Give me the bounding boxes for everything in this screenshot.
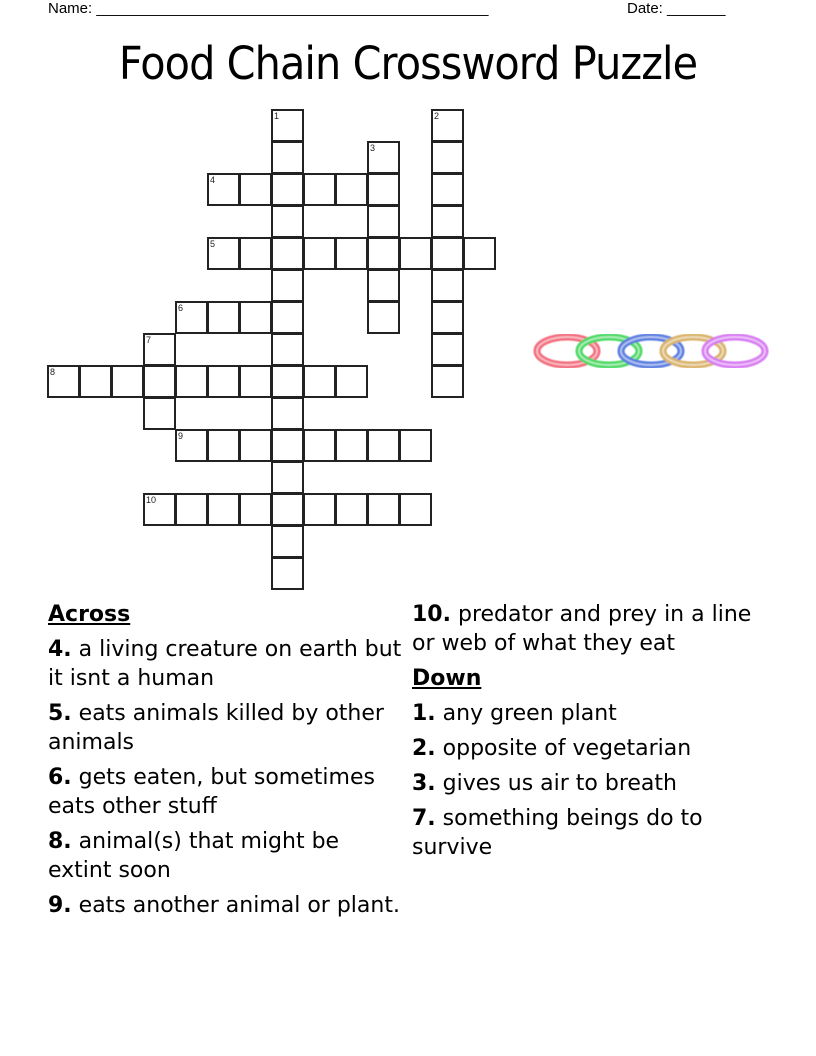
across-heading: Across — [48, 602, 131, 627]
crossword-cell[interactable] — [399, 429, 432, 462]
clue-across-5: 5. eats animals killed by other animals — [48, 701, 384, 755]
crossword-cell[interactable] — [335, 365, 368, 398]
date-field[interactable]: Date: _______ — [627, 0, 726, 17]
down-heading: Down — [412, 666, 482, 691]
crossword-cell[interactable] — [271, 525, 304, 558]
crossword-cell[interactable] — [431, 173, 464, 206]
crossword-cell[interactable] — [367, 205, 400, 238]
crossword-cell[interactable] — [271, 109, 304, 142]
crossword-cell[interactable] — [207, 429, 240, 462]
clue-number-label: 5 — [210, 239, 216, 249]
crossword-cell[interactable] — [431, 269, 464, 302]
clue-number-label: 2 — [434, 111, 440, 121]
clue-number-label: 7 — [146, 335, 152, 345]
crossword-cell[interactable] — [431, 109, 464, 142]
crossword-cell[interactable] — [239, 173, 272, 206]
crossword-cell[interactable] — [367, 269, 400, 302]
crossword-cell[interactable] — [271, 205, 304, 238]
crossword-cell[interactable] — [367, 141, 400, 174]
crossword-cell[interactable] — [399, 237, 432, 270]
crossword-cell[interactable] — [271, 301, 304, 334]
clue-across-10: 10. predator and prey in a line or web of what they eat — [412, 602, 752, 656]
crossword-cell[interactable] — [111, 365, 144, 398]
clue-number-label: 6 — [178, 303, 184, 313]
crossword-cell[interactable] — [239, 301, 272, 334]
clue-number-label: 3 — [370, 143, 376, 153]
crossword-cell[interactable] — [271, 493, 304, 526]
crossword-cell[interactable] — [207, 173, 240, 206]
crossword-cell[interactable] — [143, 397, 176, 430]
crossword-cell[interactable] — [367, 301, 400, 334]
crossword-cell[interactable] — [431, 205, 464, 238]
crossword-cell[interactable] — [271, 141, 304, 174]
crossword-cell[interactable] — [367, 237, 400, 270]
crossword-cell[interactable] — [303, 429, 336, 462]
clue-number-label: 9 — [178, 431, 184, 441]
crossword-cell[interactable] — [207, 237, 240, 270]
crossword-cell[interactable] — [271, 397, 304, 430]
crossword-cell[interactable] — [271, 429, 304, 462]
clue-across-8: 8. animal(s) that might be extint soon — [48, 829, 340, 883]
clues-right-column — [412, 600, 772, 868]
crossword-cell[interactable] — [463, 237, 496, 270]
clue-across-6: 6. gets eaten, but sometimes eats other stuff — [48, 765, 375, 819]
clues-left-column — [48, 600, 408, 926]
crossword-cell[interactable] — [303, 493, 336, 526]
crossword-cell[interactable] — [79, 365, 112, 398]
crossword-cell[interactable] — [431, 237, 464, 270]
chain-links-icon — [532, 330, 772, 372]
crossword-cell[interactable] — [367, 493, 400, 526]
clue-down-7: 7. something beings do to survive — [412, 806, 703, 860]
crossword-cell[interactable] — [143, 365, 176, 398]
crossword-cell[interactable] — [271, 173, 304, 206]
page-title: Food Chain Crossword Puzzle — [118, 37, 698, 90]
crossword-cell[interactable] — [271, 269, 304, 302]
crossword-cell[interactable] — [175, 429, 208, 462]
name-field[interactable]: Name: _______________________________________________ — [48, 0, 489, 17]
crossword-cell[interactable] — [303, 365, 336, 398]
clue-number-label: 8 — [50, 367, 56, 377]
crossword-cell[interactable] — [335, 237, 368, 270]
crossword-cell[interactable] — [239, 237, 272, 270]
crossword-cell[interactable] — [431, 365, 464, 398]
crossword-cell[interactable] — [271, 461, 304, 494]
crossword-cell[interactable] — [239, 493, 272, 526]
crossword-cell[interactable] — [335, 429, 368, 462]
clue-number-label: 1 — [274, 111, 280, 121]
crossword-cell[interactable] — [175, 365, 208, 398]
crossword-cell[interactable] — [239, 365, 272, 398]
crossword-cell[interactable] — [431, 301, 464, 334]
crossword-cell[interactable] — [431, 141, 464, 174]
crossword-cell[interactable] — [335, 493, 368, 526]
crossword-cell[interactable] — [303, 173, 336, 206]
clue-number-label: 10 — [146, 495, 157, 505]
crossword-cell[interactable] — [175, 301, 208, 334]
crossword-cell[interactable] — [207, 301, 240, 334]
crossword-cell[interactable] — [47, 365, 80, 398]
clue-down-2: 2. opposite of vegetarian — [412, 736, 692, 761]
crossword-cell[interactable] — [431, 333, 464, 366]
crossword-cell[interactable] — [367, 173, 400, 206]
clue-number-label: 4 — [210, 175, 216, 185]
crossword-cell[interactable] — [143, 333, 176, 366]
crossword-cell[interactable] — [239, 429, 272, 462]
crossword-cell[interactable] — [143, 493, 176, 526]
crossword-cell[interactable] — [303, 237, 336, 270]
crossword-cell[interactable] — [271, 237, 304, 270]
clue-down-3: 3. gives us air to breath — [412, 771, 677, 796]
crossword-cell[interactable] — [335, 173, 368, 206]
clue-down-1: 1. any green plant — [412, 701, 617, 726]
crossword-cell[interactable] — [207, 365, 240, 398]
clue-across-4: 4. a living creature on earth but it isnt a human — [48, 637, 402, 691]
crossword-cell[interactable] — [207, 493, 240, 526]
crossword-cell[interactable] — [271, 333, 304, 366]
clue-across-9: 9. eats another animal or plant. — [48, 893, 400, 918]
crossword-cell[interactable] — [367, 429, 400, 462]
crossword-cell[interactable] — [271, 557, 304, 590]
crossword-cell[interactable] — [175, 493, 208, 526]
crossword-cell[interactable] — [271, 365, 304, 398]
crossword-cell[interactable] — [399, 493, 432, 526]
